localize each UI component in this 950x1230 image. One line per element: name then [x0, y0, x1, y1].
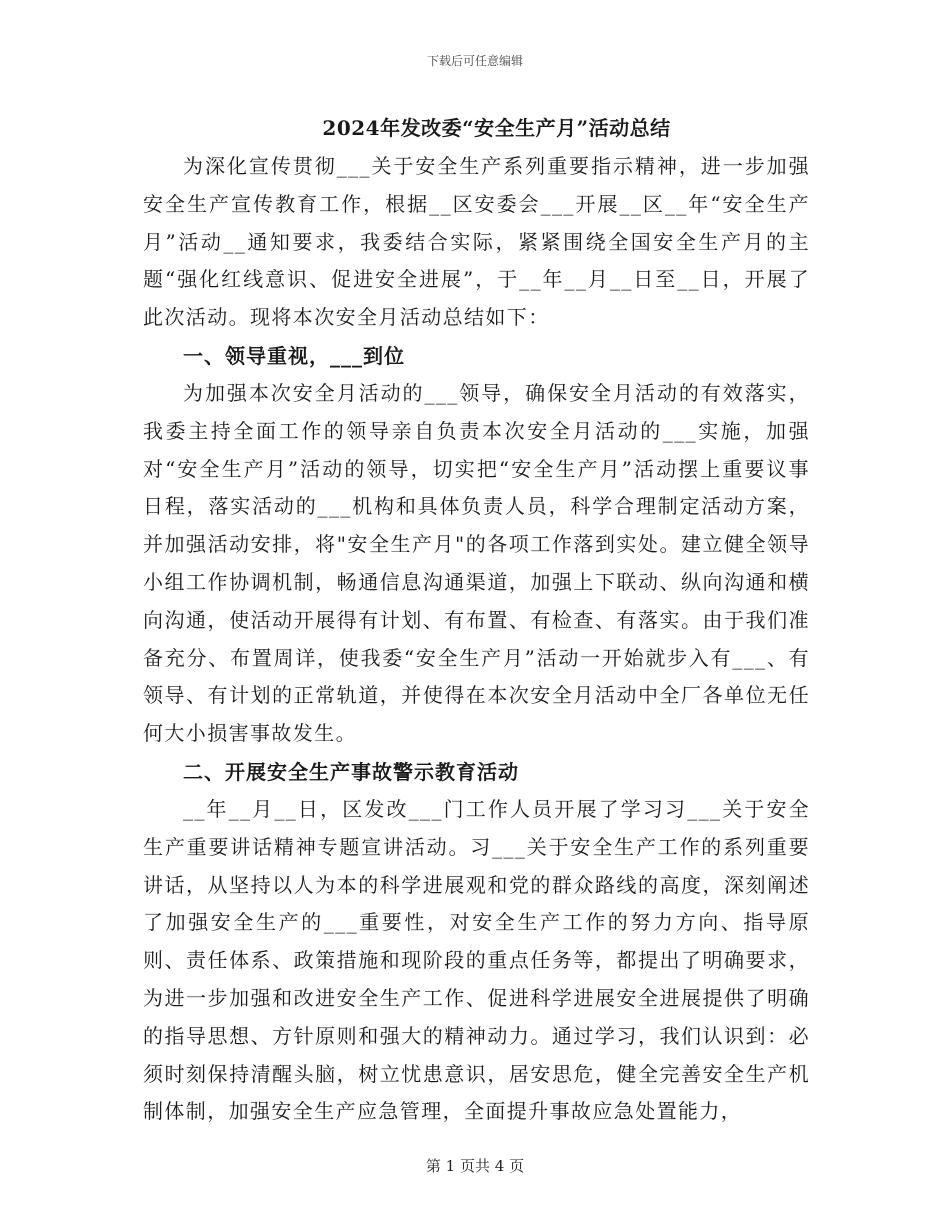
intro-paragraph: 为深化宣传贯彻___关于安全生产系列重要指示精神，进一步加强安全生产宣传教育工作，根据__区安委会___开展__区__年“安全生产月”活动__通知要求，我委结合实际，紧紧围绕全国安全生产月的主题“强化红线意识、促进安全进展”，于__年__月__日至__日，开展了此次活动。现将本次安全月活动总结如下： — [143, 154, 810, 330]
document-body — [143, 108, 810, 1131]
section-1-heading: 一、领导重视，___到位 — [183, 343, 405, 368]
section-2-heading: 二、开展安全生产事故警示教育活动 — [183, 759, 519, 784]
section-1-paragraph: 为加强本次安全月活动的___领导，确保安全月活动的有效落实，我委主持全面工作的领导亲自负责本次安全月活动的___实施，加强对“安全生产月”活动的领导，切实把“安全生产月”活动摆上重要议事日程，落实活动的___机构和具体负责人员，科学合理制定活动方案，并加强活动安排，将"安全生产月"的各项工作落到实处。建立健全领导小组工作协调机制，畅通信息沟通渠道，加强上下联动、纵向沟通和横向沟通，使活动开展得有计划、有布置、有检查、有落实。由于我们准备充分、布置周详，使我委“安全生产月”活动一开始就步入有___、有领导、有计划的正常轨道，并使得在本次安全月活动中全厂各单位无任何大小损害事故发生。 — [143, 380, 810, 746]
page-indicator: 第 1 页共 4 页 — [425, 1157, 525, 1175]
document-title: 2024年发改委“安全生产月”活动总结 — [322, 116, 671, 140]
header-note: 下载后可任意编辑 — [426, 54, 523, 68]
section-2-paragraph: __年__月__日，区发改___门工作人员开展了学习习___关于安全生产重要讲话精神专题宣讲活动。习___关于安全生产工作的系列重要讲话，从坚持以人为本的科学进展观和党的群众路线的高度，深刻阐述了加强安全生产的___重要性，对安全生产工作的努力方向、指导原则、责任体系、政策措施和现阶段的重点任务等，都提出了明确要求，为进一步加强和改进安全生产工作、促进科学进展安全进展提供了明确的指导思想、方针原则和强大的精神动力。通过学习，我们认识到：必须时刻保持清醒头脑，树立忧患意识，居安思危，健全完善安全生产机制体制，加强安全生产应急管理，全面提升事故应急处置能力， — [143, 796, 810, 1124]
